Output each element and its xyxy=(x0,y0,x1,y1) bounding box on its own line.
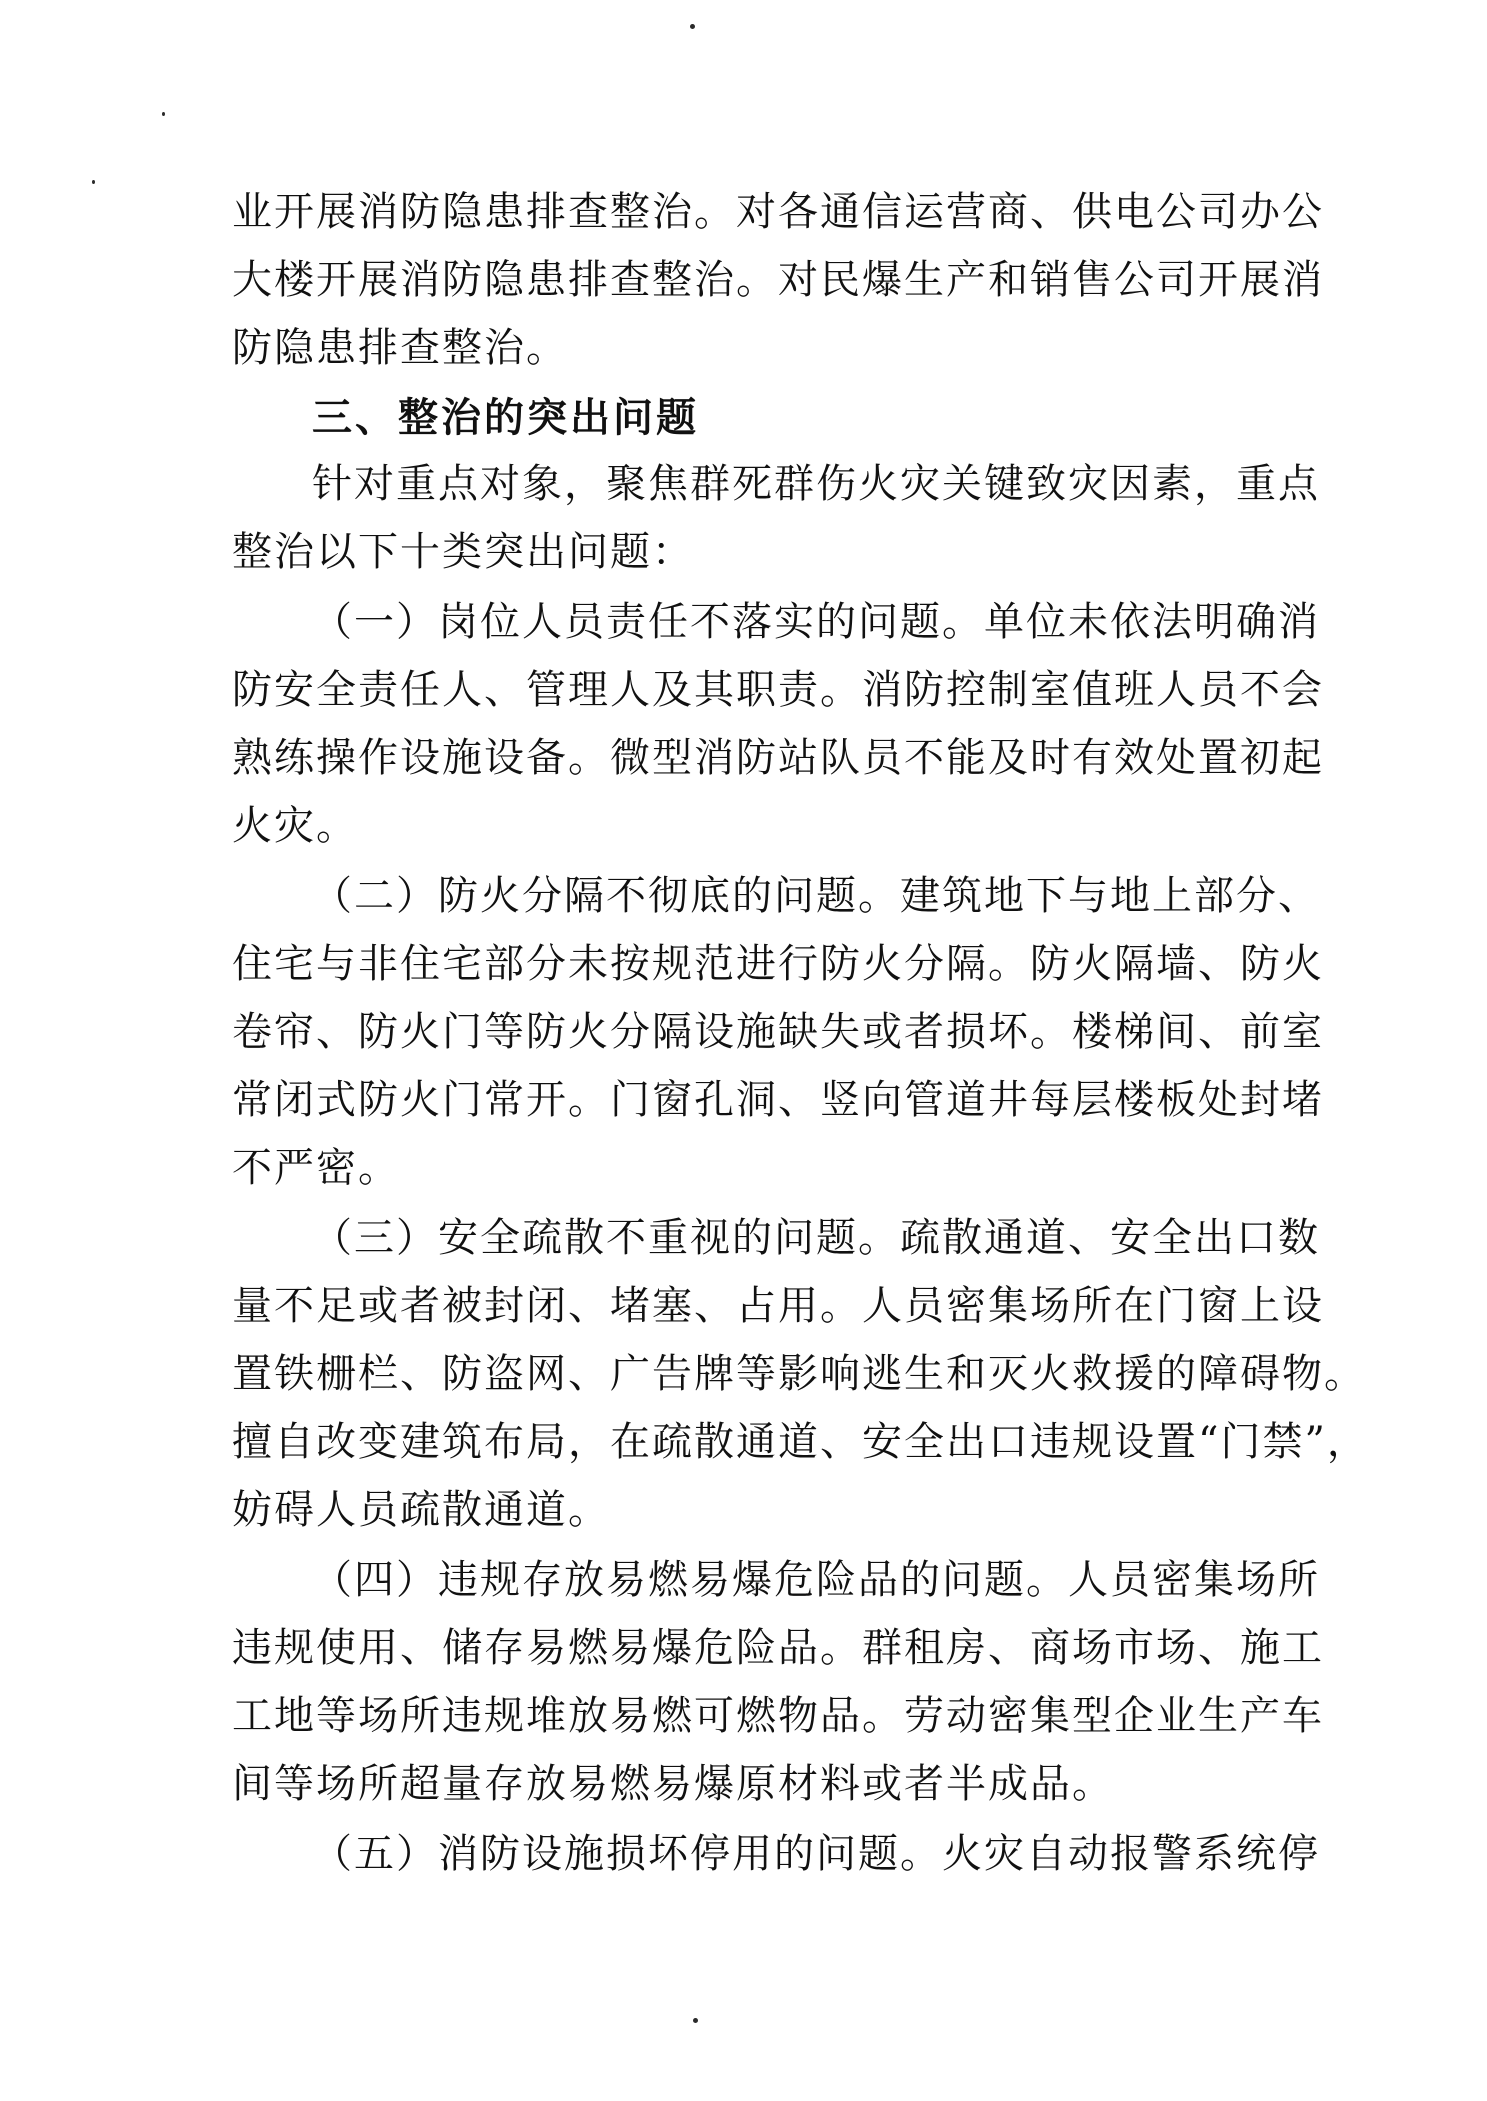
body-text-line: 整治以下十类突出问题： xyxy=(232,529,694,575)
paragraph-first-line: （一）岗位人员责任不落实的问题。单位未依法明确消 xyxy=(312,599,1320,645)
body-text-line: 常闭式防火门常开。门窗孔洞、竖向管道井每层楼板处封堵 xyxy=(232,1077,1324,1123)
body-text-line: 擅自改变建筑布局，在疏散通道、安全出口违规设置“门禁”， xyxy=(232,1419,1369,1465)
section-heading: 三、整治的突出问题 xyxy=(312,395,699,441)
scan-speck xyxy=(92,180,95,184)
body-text-line: 量不足或者被封闭、堵塞、占用。人员密集场所在门窗上设 xyxy=(232,1283,1324,1329)
body-text-line: 住宅与非住宅部分未按规范进行防火分隔。防火隔墙、防火 xyxy=(232,941,1324,987)
body-text-line: 工地等场所违规堆放易燃可燃物品。劳动密集型企业生产车 xyxy=(232,1693,1324,1739)
body-text-line: 防安全责任人、管理人及其职责。消防控制室值班人员不会 xyxy=(232,667,1324,713)
body-text-line: 防隐患排查整治。 xyxy=(232,325,568,371)
paragraph-first-line: （四）违规存放易燃易爆危险品的问题。人员密集场所 xyxy=(312,1557,1320,1603)
body-text-line: 间等场所超量存放易燃易爆原材料或者半成品。 xyxy=(232,1761,1114,1807)
scan-speck xyxy=(162,112,165,116)
paragraph-first-line: 针对重点对象，聚焦群死群伤火灾关键致灾因素，重点 xyxy=(312,461,1320,507)
scan-speck xyxy=(690,24,695,29)
body-text-line: 熟练操作设施设备。微型消防站队员不能及时有效处置初起 xyxy=(232,735,1324,781)
body-text-line: 卷帘、防火门等防火分隔设施缺失或者损坏。楼梯间、前室 xyxy=(232,1009,1324,1055)
body-text-line: 业开展消防隐患排查整治。对各通信运营商、供电公司办公 xyxy=(232,189,1324,235)
paragraph-first-line: （三）安全疏散不重视的问题。疏散通道、安全出口数 xyxy=(312,1215,1320,1261)
body-text-line: 违规使用、储存易燃易爆危险品。群租房、商场市场、施工 xyxy=(232,1625,1324,1671)
body-text-line: 火灾。 xyxy=(232,803,358,849)
body-text-line: 不严密。 xyxy=(232,1145,400,1191)
body-text-line: 置铁栅栏、防盗网、广告牌等影响逃生和灭火救援的障碍物。 xyxy=(232,1351,1366,1397)
scan-speck xyxy=(693,2018,698,2023)
paragraph-first-line: （二）防火分隔不彻底的问题。建筑地下与地上部分、 xyxy=(312,873,1320,919)
body-text-line: 妨碍人员疏散通道。 xyxy=(232,1487,610,1533)
paragraph-first-line: （五）消防设施损坏停用的问题。火灾自动报警系统停 xyxy=(312,1831,1320,1877)
body-text-line: 大楼开展消防隐患排查整治。对民爆生产和销售公司开展消 xyxy=(232,257,1324,303)
